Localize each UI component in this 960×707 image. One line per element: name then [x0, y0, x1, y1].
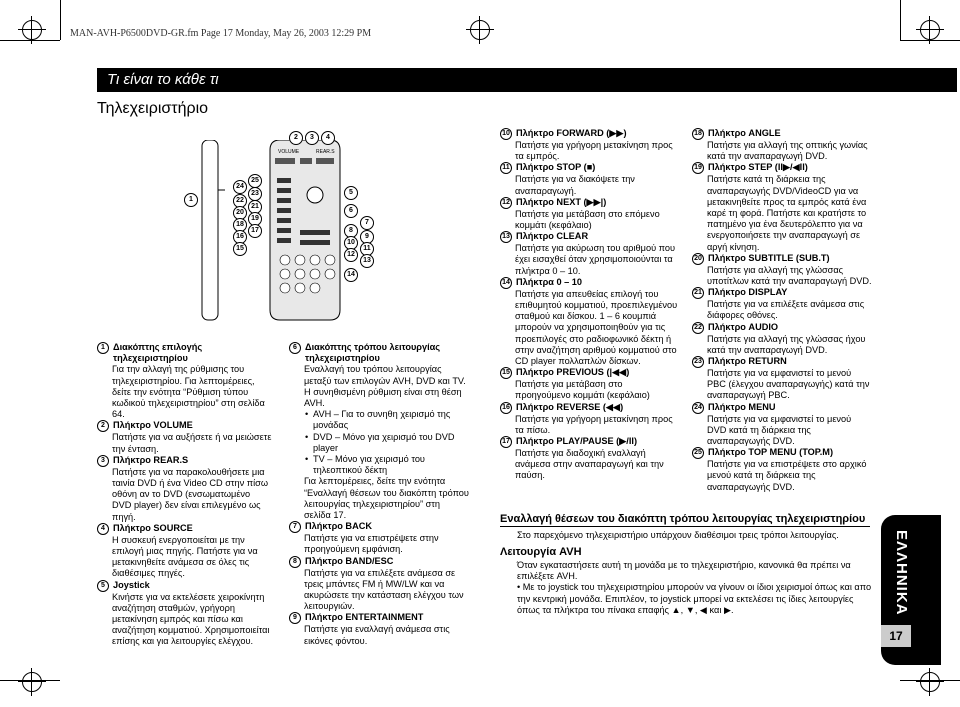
item-body: Για την αλλαγή της ρύθμισης του τηλεχειριστηρίου. Για λεπτομέρειες, δείτε την ενότητα “Ρύθμιση τύπου κωδικού τηλεχειριστηρίου” στη σελίδα 64.	[112, 364, 265, 420]
item-number: 10	[500, 128, 512, 140]
item-number: 17	[500, 436, 512, 448]
page-title: Τι είναι το κάθε τι	[97, 68, 957, 92]
language-tab-label: ΕΛΛΗΝΙΚΑ	[893, 530, 910, 616]
item-number: 21	[692, 287, 704, 299]
item-body: Πατήστε για να εμφανιστεί το μενού PBC (έλεγχου αναπαραγωγής) κατά την αναπαραγωγή PBC.	[707, 368, 870, 401]
item-23	[692, 356, 872, 402]
item-4	[97, 523, 272, 580]
crop-mark	[0, 40, 60, 41]
column-1	[97, 342, 272, 648]
item-1	[97, 342, 272, 420]
callout-18: 18	[233, 218, 247, 232]
item-20	[692, 253, 872, 287]
callout-3: 3	[305, 131, 319, 145]
item-number: 18	[692, 128, 704, 140]
item-number: 6	[289, 342, 301, 354]
callout-13: 13	[360, 254, 374, 268]
item-7	[289, 521, 469, 555]
item-16	[500, 402, 680, 436]
item-title: Πλήκτρο STOP (■)	[516, 162, 596, 173]
callout-20: 20	[233, 206, 247, 220]
item-2	[97, 420, 272, 454]
item-9	[289, 612, 469, 646]
item-title: Πλήκτρο ANGLE	[708, 128, 781, 138]
callout-25: 25	[248, 174, 262, 188]
section-subheading: Λειτουργία AVH	[500, 546, 582, 558]
callout-19: 19	[248, 212, 262, 226]
item-number: 8	[289, 556, 301, 568]
callout-16: 16	[233, 230, 247, 244]
item-title: Πλήκτρα 0 – 10	[516, 276, 583, 287]
item-number: 20	[692, 253, 704, 265]
item-footer: Για λεπτομέρειες, δείτε την ενότητα “Εναλλαγή θέσεων του διακόπτη τρόπου λειτουργίας τηλεχειριστηρίου” στη σελίδα 17.	[304, 476, 469, 521]
file-header: MAN-AVH-P6500DVD-GR.fm Page 17 Monday, May 26, 2003 12:29 PM	[70, 28, 372, 39]
item-15	[500, 367, 680, 401]
item-title: Πλήκτρο BACK	[305, 521, 372, 532]
item-title: Πλήκτρο REAR.S	[113, 454, 189, 465]
item-number: 19	[692, 162, 704, 174]
callout-5: 5	[344, 186, 358, 200]
item-body: Πατήστε για αλλαγή της οπτικής γωνίας κατά την αναπαραγωγή DVD.	[707, 140, 868, 162]
callout-2: 2	[289, 131, 303, 145]
item-number: 7	[289, 521, 301, 533]
item-title: Πλήκτρο STEP (II▶/◀II)	[708, 162, 808, 173]
item-number: 15	[500, 367, 512, 379]
item-title: Πλήκτρο BAND/ESC	[305, 555, 394, 566]
mode-bullet: • AVH – Για το συνηθη χειρισμό της μονάδας	[289, 409, 469, 431]
item-title: Πλήκτρο PLAY/PAUSE (▶/II)	[516, 436, 638, 447]
item-title: Πλήκτρο FORWARD (▶▶)	[516, 128, 627, 138]
item-title: Πλήκτρο RETURN	[708, 356, 787, 367]
callout-1: 1	[184, 193, 198, 207]
callout-6: 6	[344, 204, 358, 218]
callout-15: 15	[233, 242, 247, 256]
callout-4: 4	[321, 131, 335, 145]
item-body: Πατήστε για απευθείας επιλογή του επιθυμητού κομματιού, προεπιλεγμένου σταθμού και δίσκου. 1 – 6 κουμπιά μπορούν να χρησιμοποιηθούν για τις προεπιλογές στο ραδιοφωνικό δέκτη ή στην αναζήτηση αριθμού κομματιού στο CD player πολλαπλών δίσκων.	[515, 288, 678, 367]
mode-bullet: • TV – Μόνο για χειρισμό του τηλεοπτικού δέκτη	[289, 454, 469, 476]
volume-label: VOLUME	[278, 149, 300, 155]
column-3	[500, 128, 680, 482]
item-body: Πατήστε για να εμφανιστεί το μενού DVD κατά τη διάρκεια της αναπαραγωγής DVD.	[707, 413, 852, 447]
registration-mark	[470, 20, 490, 40]
item-number: 4	[97, 523, 109, 535]
page-subtitle: Τηλεχειριστήριο	[97, 100, 209, 117]
item-14	[500, 277, 680, 367]
registration-mark	[920, 672, 940, 692]
callout-7: 7	[360, 216, 374, 230]
item-number: 16	[500, 402, 512, 414]
section-body	[517, 560, 877, 616]
item-13	[500, 231, 680, 277]
item-number: 9	[289, 612, 301, 624]
item-body: Πατήστε για ακύρωση του αριθμού που έχει εισαχθεί όταν χρησιμοποιούνται τα πλήκτρα 0 – 10.	[515, 243, 675, 276]
mode-bullet: • DVD – Μόνο για χειρισμό του DVD player	[289, 432, 469, 454]
item-title: Πλήκτρο SUBTITLE (SUB.T)	[708, 252, 830, 263]
callout-17: 17	[248, 224, 262, 238]
item-number: 1	[97, 342, 109, 354]
page-number: 17	[881, 625, 911, 647]
item-body: Πατήστε για εναλλαγή ανάμεσα στις εικόνες φόντου.	[304, 624, 450, 646]
registration-mark	[22, 20, 42, 40]
item-body: Πατήστε κατά τη διάρκεια της αναπαραγωγής DVD/VideoCD για να μετακινηθείτε προς τα εμπρός κατά ένα καρέ τη φορά. Πατήστε και κρατήστε το πατημένο για ένα δευτερόλεπτο για να ενεργοποιήσετε την αναπαραγωγή σε αργή κίνηση.	[707, 174, 867, 252]
item-17	[500, 436, 680, 482]
rear-s-label: REAR.S	[316, 149, 335, 155]
item-body: Η συσκευή ενεργοποιείται με την επιλογή μιας πηγής. Πατήστε για να μετακινηθείτε ανάμεσα σε όλες τις διαθέσιμες πηγές.	[112, 534, 258, 579]
item-body: Πατήστε για να διακόψετε την αναπαραγωγή.	[515, 174, 635, 196]
item-title: Πλήκτρο SOURCE	[113, 522, 193, 533]
callout-9: 9	[360, 230, 374, 244]
item-12	[500, 197, 680, 231]
item-title: Joystick	[113, 579, 150, 590]
callout-10: 10	[344, 236, 358, 250]
item-number: 24	[692, 402, 704, 414]
section-bullet: • Με το joystick του τηλεχειριστηρίου μπορούν να γίνουν οι ίδιοι χειρισμοί όπως και απο την κεντρική μονάδα. Επιπλέον, το joystick μπορεί να εκτελέσει τις ίδιες λειτουργίες όπως τα πλήκτρα του πίνακα επαφής ▲, ▼, ◀ και ▶.	[517, 582, 872, 615]
callout-14: 14	[344, 268, 358, 282]
item-8	[289, 556, 469, 613]
item-body: Πατήστε για να παρακολουθήσετε μια ταινία DVD ή ένα Video CD στην πίσω οθόνη αν το DVD (ενσωματωμένο DVD player) δεν είναι επιλεγμένο ως πηγή.	[112, 466, 269, 522]
item-title: Πλήκτρο AUDIO	[708, 321, 779, 332]
item-title: Διακόπτης τρόπου λειτουργίας τηλεχειριστηρίου	[305, 342, 441, 364]
item-18	[692, 128, 872, 162]
column-2	[289, 342, 469, 647]
item-title: Πλήκτρο VOLUME	[113, 420, 193, 431]
item-19	[692, 162, 872, 252]
item-number: 5	[97, 580, 109, 592]
section-intro: Στο παρεχόμενο τηλεχειριστήριο υπάρχουν διαθέσιμοι τρεις τρόποι λειτουργίας.	[517, 530, 839, 540]
item-number: 12	[500, 197, 512, 209]
item-body: Πατήστε για να επιλέξετε ανάμεσα στις διάφορες οθόνες.	[707, 299, 865, 321]
item-number: 25	[692, 447, 704, 459]
item-title: Διακόπτης επιλογής τηλεχειριστηρίου	[113, 342, 203, 364]
item-title: Πλήκτρο NEXT (▶▶|)	[516, 196, 607, 207]
item-body: Πατήστε για μετάβαση στο προηγούμενο κομμάτι (κεφάλαιο)	[515, 379, 650, 401]
item-title: Πλήκτρο DISPLAY	[708, 287, 788, 298]
item-body: Κινήστε για να εκτελέσετε χειροκίνητη αναζήτηση σταθμών, γρήγορη μετακίνηση εμπρός και πίσω και αναζήτηση κομματιού. Χρησιμοποιείται επίσης και για λειτουργίες ελέγχου.	[112, 591, 270, 647]
registration-mark	[920, 20, 940, 40]
registration-mark	[22, 672, 42, 692]
item-title: Πλήκτρο CLEAR	[516, 231, 589, 242]
item-title: Πλήκτρο MENU	[708, 401, 776, 412]
item-11	[500, 162, 680, 196]
item-6	[289, 342, 469, 521]
item-number: 14	[500, 277, 512, 289]
item-title: Πλήκτρο TOP MENU (TOP.M)	[708, 447, 833, 458]
item-body: Πατήστε για αλλαγή της γλώσσας υποτίτλων κατά την αναπαραγωγή DVD.	[707, 264, 872, 287]
section-heading: Εναλλαγή θέσεων του διακόπτη τρόπου λειτουργίας τηλεχειριστηρίου	[500, 513, 866, 525]
callout-12: 12	[344, 248, 358, 262]
item-body: Πατήστε για γρήγορη μετακίνηση προς τα πίσω.	[515, 413, 673, 435]
item-title: Πλήκτρο REVERSE (◀◀)	[516, 401, 624, 412]
item-10	[500, 128, 680, 162]
callout-22: 22	[233, 194, 247, 208]
callout-24: 24	[233, 180, 247, 194]
item-number: 23	[692, 356, 704, 368]
item-number: 13	[500, 231, 512, 243]
item-number: 11	[500, 162, 512, 174]
section-divider	[500, 526, 870, 527]
callout-11: 11	[360, 242, 374, 256]
item-body: Πατήστε για να επιστρέψετε στην προηγούμενη εμφάνιση.	[304, 533, 439, 555]
item-25	[692, 447, 872, 493]
item-body: Πατήστε για γρήγορη μετακίνηση προς τα εμπρός.	[515, 140, 673, 162]
item-number: 3	[97, 455, 109, 467]
item-title: Πλήκτρο PREVIOUS (|◀◀)	[516, 367, 630, 378]
item-body: Πατήστε για μετάβαση στο επόμενο κομμάτι (κεφάλαιο)	[515, 208, 660, 231]
column-4	[692, 128, 872, 493]
item-body: Πατήστε για αλλαγή της γλώσσας ήχου κατά την αναπαραγωγή DVD.	[707, 333, 866, 355]
callout-8: 8	[344, 224, 358, 238]
item-22	[692, 322, 872, 356]
item-body: Πατήστε για να αυξήσετε ή να μειώσετε την ένταση.	[112, 432, 272, 454]
item-body: Πατήστε για διαδοχική εναλλαγή ανάμεσα στην αναπαραγωγή και την παύση.	[515, 448, 664, 481]
item-24	[692, 402, 872, 448]
callout-21: 21	[248, 200, 262, 214]
crop-mark	[900, 0, 901, 40]
item-number: 2	[97, 420, 109, 432]
item-body: Πατήστε για να επιστρέψετε στο αρχικό μενού κατά τη διάρκεια της αναπαραγωγής DVD.	[707, 459, 867, 492]
section-paragraph: Όταν εγκαταστήσετε αυτή τη μονάδα με το τηλεχειριστήριο, κανονικά θα πρέπει να επιλέξετε AVH.	[517, 560, 851, 582]
crop-mark	[900, 40, 960, 41]
item-21	[692, 287, 872, 321]
item-title: Πλήκτρο ENTERTAINMENT	[305, 612, 424, 623]
item-body: Εναλλαγή του τρόπου λειτουργίας μεταξύ των επιλογών AVH, DVD και TV. Η συνηθισμένη ρύθμιση είναι στη θέση AVH.	[304, 364, 466, 409]
item-5	[97, 580, 272, 648]
crop-mark	[60, 0, 61, 40]
item-number: 22	[692, 322, 704, 334]
item-3	[97, 455, 272, 523]
item-body: Πατήστε για να επιλέξετε ανάμεσα σε τρεις μπάντες FM ή MW/LW και να ακυρώσετε την κατάσταση ελέγχου των λειτουργιών.	[304, 567, 464, 612]
callout-23: 23	[248, 187, 262, 201]
